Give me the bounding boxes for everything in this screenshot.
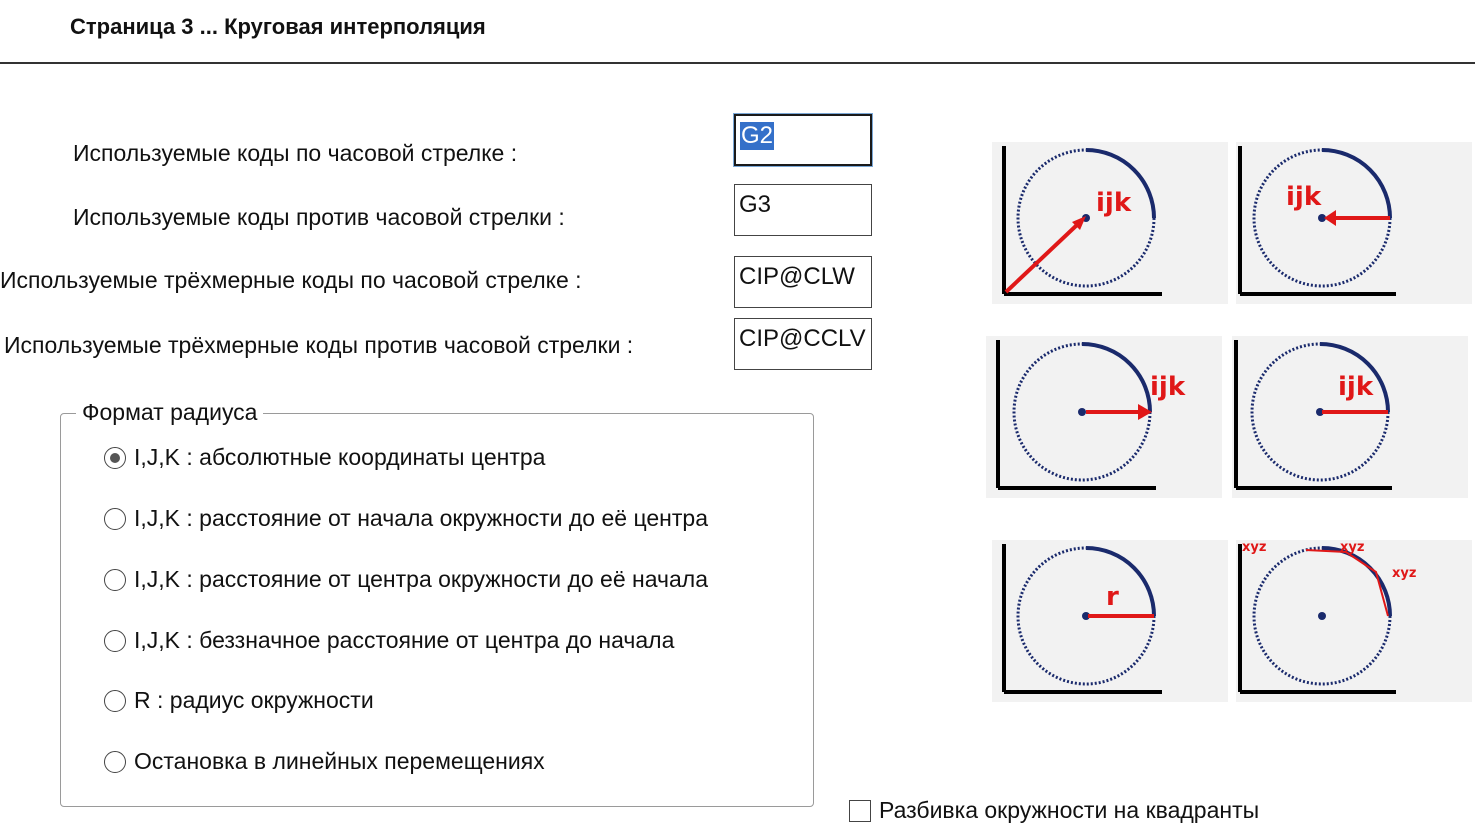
ccw-3d-codes-input[interactable]: CIP@CCLV (734, 318, 872, 370)
radio-label: I,J,K : расстояние от начала окружности до её центра (134, 505, 708, 531)
checkbox-box[interactable] (849, 800, 871, 822)
radio-label: I,J,K : абсолютные координаты центра (134, 444, 546, 470)
cw-codes-value: G2 (741, 122, 774, 149)
diagram-label: xyz (1242, 540, 1267, 555)
diagram-ijk-unsigned (1232, 336, 1468, 498)
cw-codes-label: Используемые коды по часовой стрелке : (73, 140, 518, 166)
cw-3d-codes-input[interactable]: CIP@CLW (734, 256, 872, 308)
ccw-codes-label: Используемые коды против часовой стрелки : (73, 204, 565, 230)
diagram-label: ijk (1096, 188, 1132, 218)
cw-codes-input[interactable] (734, 114, 872, 166)
diagram-radius-r (992, 540, 1228, 702)
radius-option-unsigned-distance[interactable] (104, 627, 674, 654)
radio-button[interactable] (104, 569, 126, 591)
diagram-label: ijk (1150, 372, 1186, 402)
radio-button[interactable] (104, 630, 126, 652)
radio-label: R : радиус окружности (134, 687, 374, 713)
radio-button[interactable] (104, 690, 126, 712)
quadrant-split-checkbox[interactable] (849, 797, 1259, 824)
radio-label: I,J,K : беззначное расстояние от центра до начала (134, 627, 675, 653)
radius-option-start-to-center[interactable] (104, 505, 708, 532)
radius-option-linear-stop[interactable] (104, 748, 545, 775)
radius-option-r-radius[interactable] (104, 687, 374, 714)
radio-button[interactable] (104, 447, 126, 469)
diagram-label: xyz (1340, 540, 1365, 555)
title-divider (0, 62, 1475, 64)
diagram-ijk-absolute-center (992, 142, 1228, 304)
diagram-label: r (1106, 582, 1119, 612)
diagram-label: ijk (1338, 372, 1374, 402)
diagram-label: ijk (1286, 182, 1322, 212)
radio-button[interactable] (104, 751, 126, 773)
diagram-label: xyz (1392, 566, 1417, 581)
radio-label: Остановка в линейных перемещениях (134, 748, 545, 774)
radius-format-legend: Формат радиуса (76, 399, 263, 426)
radius-option-center-to-start[interactable] (104, 566, 708, 593)
radio-label: I,J,K : расстояние от центра окружности до её начала (134, 566, 708, 592)
diagram-ijk-center-to-start (986, 336, 1222, 498)
cw-3d-codes-label: Используемые трёхмерные коды по часовой стрелке : (0, 267, 582, 293)
page-title: Страница 3 ... Круговая интерполяция (70, 14, 486, 39)
radius-option-absolute-center[interactable] (104, 444, 545, 471)
radio-button[interactable] (104, 508, 126, 530)
diagram-ijk-start-to-center (1236, 142, 1472, 304)
ccw-3d-codes-label: Используемые трёхмерные коды против часовой стрелки : (4, 332, 634, 358)
diagram-linear-stop (1236, 540, 1472, 702)
ccw-codes-input[interactable]: G3 (734, 184, 872, 236)
checkbox-label: Разбивка окружности на квадранты (879, 797, 1260, 823)
